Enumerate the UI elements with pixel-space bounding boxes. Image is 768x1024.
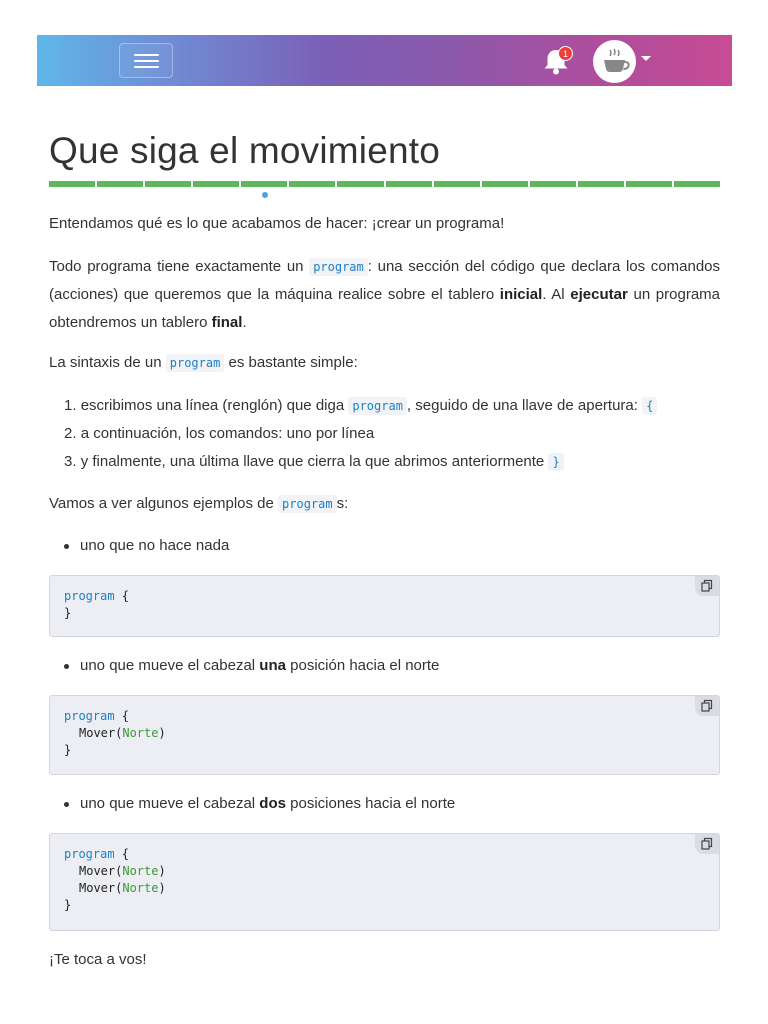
copy-button[interactable]: [695, 696, 719, 716]
progress-step[interactable]: [193, 181, 239, 187]
progress-step[interactable]: [626, 181, 672, 187]
notifications-button[interactable]: [539, 44, 573, 78]
list-item: 1. escribimos una línea (renglón) que diga program , seguido de una llave de apertura: {: [49, 392, 720, 420]
progress-step[interactable]: [434, 181, 480, 187]
closing-paragraph: ¡Te toca a vos!: [49, 951, 147, 968]
program-description-paragraph: Todo programa tiene exactamente un program : una sección del código que declara los comandos (acciones) que queremos que la máquina realice sobre el tablero inicial. Al ejecutar un programa obtendremos un tablero final.: [49, 258, 721, 331]
list-item: uno que mueve el cabezal dos posiciones hacia el norte: [49, 790, 720, 818]
page-title: Que siga el movimiento: [49, 130, 441, 171]
copy-icon: [695, 576, 719, 596]
inline-code: {: [642, 397, 657, 415]
list-item: 2. a continuación, los comandos: uno por línea: [64, 425, 375, 442]
progress-step[interactable]: [241, 181, 287, 187]
progress-step[interactable]: [289, 181, 335, 187]
list-item: 3. y finalmente, una última llave que cierra la que abrimos anteriormente }: [49, 448, 720, 476]
syntax-paragraph: La sintaxis de un program es bastante simple:: [49, 354, 358, 371]
lesson-progress-bar: [49, 181, 720, 189]
inline-code: program: [166, 354, 225, 372]
copy-icon: [695, 834, 719, 854]
inline-code: }: [548, 453, 563, 471]
current-step-indicator: [262, 192, 268, 198]
example-list: [49, 790, 720, 818]
copy-icon: [695, 696, 719, 716]
inline-code: program: [278, 495, 337, 513]
code-block[interactable]: program { Mover(Norte) }: [49, 695, 720, 775]
progress-step[interactable]: [578, 181, 624, 187]
notification-count-badge: 1: [558, 46, 573, 61]
code-block[interactable]: program { }: [49, 575, 720, 637]
user-avatar[interactable]: [593, 40, 636, 83]
code-block[interactable]: program { Mover(Norte) Mover(Norte) }: [49, 833, 720, 931]
user-menu-caret[interactable]: [641, 56, 651, 61]
progress-step[interactable]: [482, 181, 528, 187]
progress-step[interactable]: [145, 181, 191, 187]
copy-button[interactable]: [695, 576, 719, 596]
inline-code: program: [348, 397, 407, 415]
coffee-cup-avatar: [595, 42, 634, 81]
example-list: [49, 532, 720, 560]
examples-intro-paragraph: Vamos a ver algunos ejemplos de program s:: [49, 495, 349, 512]
inline-code: program: [309, 258, 368, 276]
example-list: [49, 652, 720, 680]
progress-step[interactable]: [674, 181, 720, 187]
progress-step[interactable]: [49, 181, 95, 187]
syntax-steps-list: [49, 392, 720, 476]
progress-step[interactable]: [97, 181, 143, 187]
progress-step[interactable]: [530, 181, 576, 187]
menu-button[interactable]: [119, 43, 173, 78]
list-item: uno que no hace nada: [49, 532, 720, 560]
list-item: uno que mueve el cabezal una posición hacia el norte: [49, 652, 720, 680]
intro-paragraph: Entendamos qué es lo que acabamos de hacer: ¡crear un programa!: [49, 215, 505, 232]
copy-button[interactable]: [695, 834, 719, 854]
progress-step[interactable]: [337, 181, 383, 187]
progress-step[interactable]: [386, 181, 432, 187]
top-navbar: [37, 35, 732, 86]
